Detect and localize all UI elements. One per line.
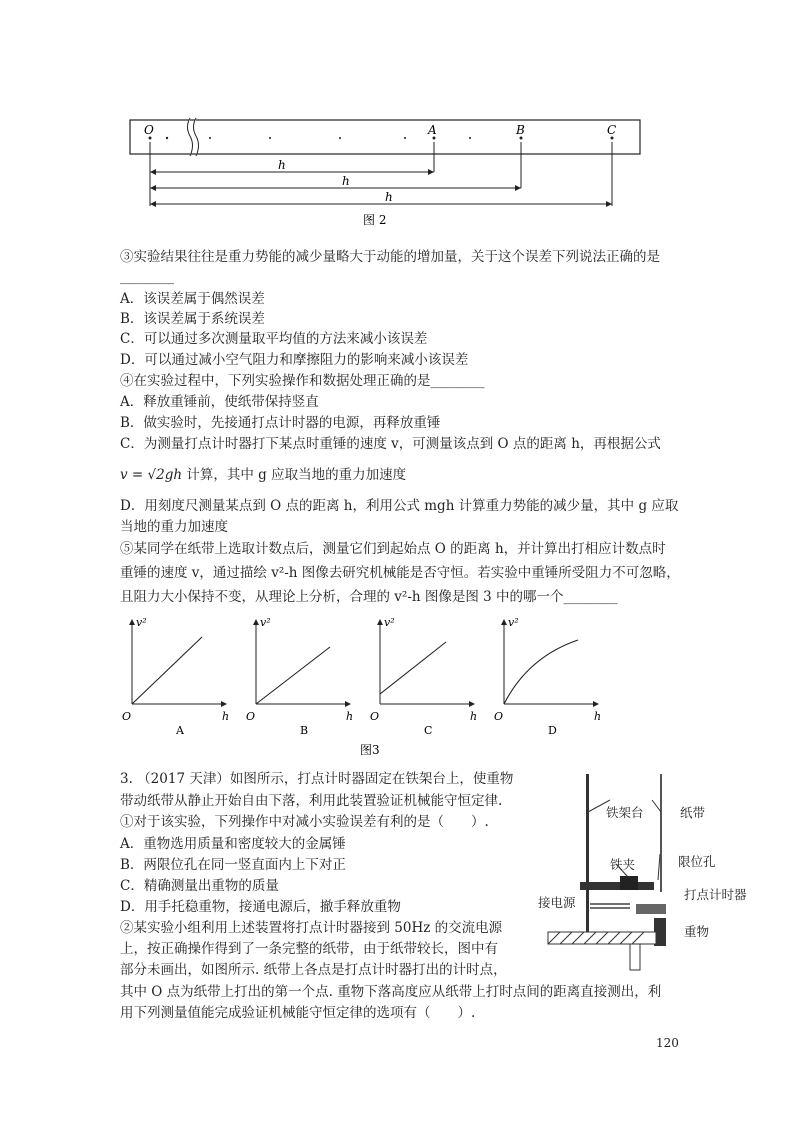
q4-formula-tail: 计算，其中 g 应取当地的重力加速度 — [186, 467, 407, 483]
graph-b-line — [256, 647, 330, 704]
point-b-label: B — [516, 123, 525, 137]
figure-3-caption: 图3 — [360, 743, 380, 757]
q4-option-b: B．做实验时，先接通打点计时器的电源，再释放重锤 — [120, 415, 441, 431]
q5-line2: 重锤的速度 v，通过描绘 v²-h 图像去研究机械能是否守恒。若实验中重锤所受阻力不可忽略， — [120, 565, 680, 581]
q5-line3: 且阻力大小保持不变，从理论上分析，合理的 v²-h 图像是图 3 中的哪一个________ — [120, 589, 618, 605]
q4-formula: v = √2gh — [120, 467, 183, 483]
clamp-arm — [580, 882, 654, 890]
tape-dot — [166, 137, 168, 139]
q4-option-d-line1: D．用刻度尺测量某点到 O 点的距离 h，利用公式 mgh 计算重力势能的减少量，其中 g 应取 — [120, 498, 679, 514]
q3-option-d: D．可以通过减小空气阻力和摩擦阻力的影响来减小该误差 — [120, 352, 469, 368]
graph-b-ylabel: v² — [260, 616, 271, 629]
distance-label-2: h — [342, 174, 350, 188]
graph-c-ylabel: v² — [384, 616, 395, 629]
timer-body — [636, 904, 666, 914]
graph-d-curve — [504, 640, 578, 704]
q4-option-d-line2: 当地的重力加速度 — [120, 519, 228, 535]
tape-dot — [469, 137, 471, 139]
tape-dot — [339, 137, 341, 139]
figure-3-graphs — [118, 612, 618, 757]
p3-line-2: 带动纸带从静止开始自由下落，利用此装置验证机械能守恒定律. — [120, 793, 503, 809]
p3-line-9: 上，按正确操作得到了一条完整的纸带，由于纸带较长，图中有 — [120, 941, 498, 957]
q4-stem: ④在实验过程中，下列实验操作和数据处理正确的是________ — [120, 373, 485, 389]
p3-line-4: A．重物选用质量和密度较大的金属锤 — [120, 836, 346, 852]
label-iron-clamp: 铁夹 — [610, 857, 636, 872]
q3-option-a: A．该误差属于偶然误差 — [120, 291, 265, 307]
p3-line-8: ②某实验小组利用上述装置将打点计时器接到 50Hz 的交流电源 — [120, 920, 503, 936]
graph-a-xlabel: h — [222, 710, 230, 723]
q4-option-a: A．释放重锤前，使纸带保持竖直 — [120, 394, 319, 410]
tape-dot — [269, 137, 271, 139]
graph-c-origin: O — [370, 710, 380, 723]
label-iron-stand: 铁架台 — [606, 805, 644, 820]
page-number: 120 — [656, 1036, 679, 1050]
q4-option-c: C．为测量打点计时器打下某点时重锤的速度 v，可测量该点到 O 点的距离 h，再根据公式 — [120, 436, 661, 452]
graph-a-ylabel: v² — [136, 616, 147, 629]
graph-b-origin: O — [246, 710, 256, 723]
clamp-block — [620, 876, 638, 890]
graph-a — [122, 616, 229, 737]
label-paper-tape: 纸带 — [680, 805, 706, 820]
figure-2-tape-diagram — [120, 112, 650, 232]
point-c-label: C — [607, 123, 617, 137]
p3-line-3: ①对于该实验，下列操作中对减小实验误差有利的是（ ）. — [120, 814, 489, 830]
graph-d-origin: O — [494, 710, 504, 723]
p3-line-10: 部分未画出，如图所示. 纸带上各点是打点计时器打出的计时点， — [120, 962, 507, 978]
tape-rod — [660, 774, 662, 892]
graph-b-label: B — [300, 724, 309, 737]
graph-c-line — [380, 642, 446, 694]
graph-d-ylabel: v² — [508, 616, 519, 629]
p3-line-6: C．精确测量出重物的质量 — [120, 878, 279, 894]
distance-label-1: h — [278, 158, 286, 172]
p3-line-1: 3. （2017 天津）如图所示，打点计时器固定在铁架台上，使重物 — [120, 771, 514, 787]
power-wire — [590, 904, 630, 908]
label-weight: 重物 — [684, 924, 710, 939]
graph-c-label: C — [424, 724, 433, 737]
label-timer: 打点计时器 — [684, 887, 747, 902]
q5-line1: ⑤某同学在纸带上选取计数点后，测量它们到起始点 O 的距离 h，并计算出打相应计数点时 — [120, 541, 666, 557]
q3-blank: ________ — [120, 269, 174, 285]
tape-dot — [209, 137, 211, 139]
q3-option-b: B．该误差属于系统误差 — [120, 311, 265, 327]
graph-b — [246, 616, 353, 737]
graph-a-line — [132, 637, 202, 704]
p3-line-11: 其中 O 点为纸带上打出的第一个点. 重物下落高度应从纸带上打时点间的距离直接测出，利 — [120, 984, 662, 1000]
distance-label-3: h — [385, 190, 393, 204]
q3-stem: ③实验结果往往是重力势能的减少量略大于动能的增加量，关于这个误差下列说法正确的是 — [120, 249, 660, 265]
p3-line-12: 用下列测量值能完成验证机械能守恒定律的选项有（ ）. — [120, 1005, 476, 1021]
graph-d-label: D — [548, 724, 557, 737]
graph-d-xlabel: h — [594, 710, 602, 723]
label-power-source: 接电源 — [538, 895, 576, 910]
graph-a-origin: O — [122, 710, 132, 723]
table-leg — [630, 944, 640, 970]
tape-strip — [130, 120, 640, 154]
figure-2-caption: 图 2 — [363, 213, 387, 227]
stand-pole — [586, 774, 589, 934]
tape-dot — [404, 137, 406, 139]
graph-c — [370, 616, 477, 737]
point-a-label: A — [428, 123, 437, 137]
q4-formula-line — [120, 466, 406, 484]
graph-c-xlabel: h — [470, 710, 478, 723]
graph-a-label: A — [176, 724, 184, 737]
point-o-label: O — [144, 123, 154, 137]
label-limit-hole: 限位孔 — [678, 854, 716, 869]
graph-b-xlabel: h — [346, 710, 354, 723]
p3-line-7: D．用手托稳重物，接通电源后，撤手释放重物 — [120, 899, 401, 915]
q3-option-c: C．可以通过多次测量取平均值的方法来减小该误差 — [120, 331, 428, 347]
graph-d — [494, 616, 601, 737]
p3-line-5: B．两限位孔在同一竖直面内上下对正 — [120, 857, 346, 873]
